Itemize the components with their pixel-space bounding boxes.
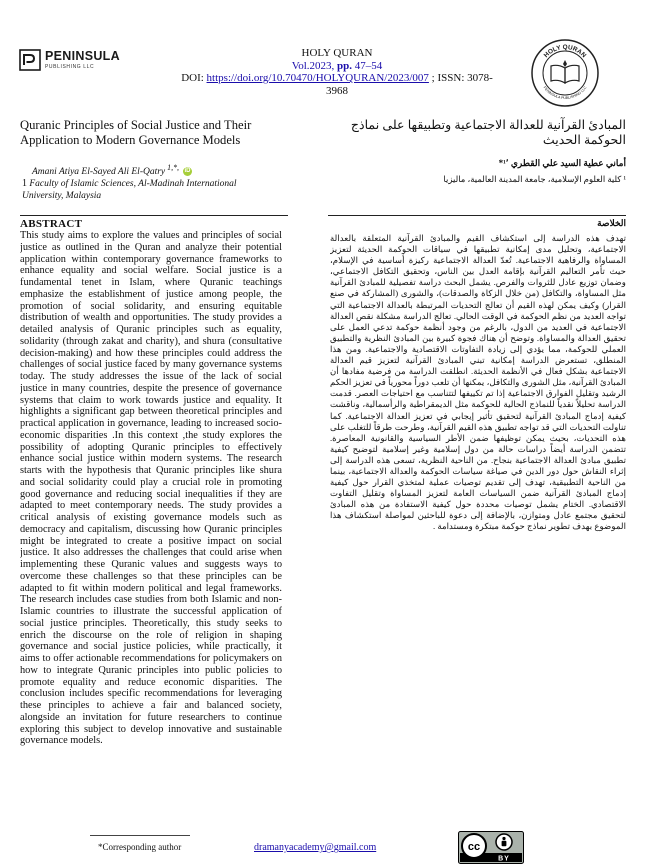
abstract-heading-ar: الخلاصة	[597, 218, 626, 228]
pages-label: pp.	[337, 59, 353, 72]
divider-left	[20, 215, 288, 216]
corresponding-email-link[interactable]: dramanyacademy@gmail.com	[254, 842, 377, 853]
journal-volume	[172, 60, 502, 73]
paper-title-ar: المبادئ القرآنية للعدالة الاجتماعية وتطبيقها على نماذج الحوكمة الحديث	[350, 118, 626, 147]
author-line-ar: أماني عطية السيد علي القطري ¹٬*	[498, 158, 626, 168]
doi-label: DOI:	[181, 72, 207, 84]
svg-text:cc: cc	[467, 841, 481, 853]
author-sup: 1,*,	[165, 163, 181, 172]
pages-range: 47–54	[352, 59, 383, 72]
footnote-rule	[90, 835, 190, 836]
seal-text-bottom: PENINSULA PUBLISHING LLC	[542, 85, 588, 101]
issn: ; ISSN: 3078-3968	[326, 72, 493, 97]
publisher-sub: PUBLISHING LLC	[45, 63, 95, 70]
abstract-heading: ABSTRACT	[20, 218, 83, 230]
svg-text:BY: BY	[498, 855, 510, 863]
author-line-en	[32, 163, 282, 177]
paper-title-en: Quranic Principles of Social Justice and Their Application to Modern Governance Models	[20, 118, 252, 147]
divider-right	[328, 215, 626, 216]
abstract-body-ar	[330, 233, 626, 603]
affiliation-ar: ¹ كلية العلوم الإسلامية، جامعة المدينة العالمية، ماليزيا	[443, 174, 626, 184]
journal-seal	[530, 38, 600, 108]
publisher-name: PENINSULA	[45, 49, 120, 64]
abstract-text-ar: تهدف هذه الدراسة إلى استكشاف القيم والمبادئ القرآنية المتعلقة بالعدالة الاجتماعية، وتحليل مدى إمكانية تطبيقها في سياقات الحوكمة الحديثة لتعزيز المساواة والرفاهية الاجتماعية. تُعدّ العدالة الاجتماعية ركيزة أساسية في الإسلام، حيث تأمر التعاليم القرآنية بإقامة العدل بين الناس، وتحقيق التكافل الاجتماعي، وضمان توزيع عادل للثروات والفرص. يشمل البحث دراسة تفصيلية للمبادئ القرآنية مثل المساواة، والتكافل (من خلال الزكاة والصدقات)، والشورى (المشاركة في صنع القرار) وكيف يمكن لهذه القيم أن تعالج التحديات المرتبطة بالعدالة الاجتماعية التي تواجه العديد من نظم الحوكمة في الوقت الحالي. تعالج الدراسة مشكلة نقص العدالة الاجتماعية في العديد من الدول، بالرغم من وجود أنظمة حوكمة تدعي العمل على تحقيق العدالة والمساواة. وتوضح أن هناك فجوة كبيرة بين المبادئ النظرية والتطبيق العملي للحوكمة، مما يؤدي إلى زيادة التفاوتات الاقتصادية والاجتماعية. ومن هذا المنطلق، تستعرض الدراسة إمكانية تبني المبادئ القرآنية لتعزيز قيم العدالة الاجتماعية بشكل فعال في الأنظمة الحديثة. انطلقت الدراسة من فرضية مفادها أن المبادئ القرآنية، مثل الشورى والتكافل، يمكنها أن تلعب دوراً محورياً في تعزيز الحكم الرشيد وتقليل الفوارق الاجتماعية إذا تم تكييفها لتتناسب مع احتياجات العصر. قدمت الدراسة تحليلاً نقدياً للنماذج الحالية للحوكمة مثل الديمقراطية والرأسمالية، وناقشت كيفية إدماج المبادئ القرآنية لتحقيق تأثير إيجابي في تعزيز العدالة الاجتماعية. كما تناولت التحديات التي قد تواجه تطبيق هذه القيم القرآنية، وطرحت طرقاً للتغلب على هذه التحديات، بحيث يمكن توظيفها ضمن الأطر السياسية والقانونية المعاصرة. تتضمن الدراسة أيضاً دراسات حالة من دول إسلامية وغير إسلامية لتوضيح كيفية تطبيق مبادئ العدالة الاجتماعية بنجاح. من الناحية النظرية، تسعى هذه الدراسة إلى إثراء النقاش حول دور الدين في صياغة سياسات الحوكمة والعدالة الاجتماعية، بينما من الناحية التطبيقية، تهدف إلى تقديم توصيات عملية لمتخذي القرار حول كيفية إدماج المبادئ القرآنية ضمن السياسات العامة لتعزيز المساواة وتقليل التفاوت الاقتصادي. الختام يشمل توصيات محددة حول كيفية الاستفادة من هذه المبادئ لتحقيق مجتمع عادل ومتوازن، بالإضافة إلى دعوة للباحثين لمواصلة استكشاف هذا الموضوع بهدف تطوير نماذج حوكمة مبتكرة ومستدامة .	[330, 233, 626, 532]
corresponding-author-label: *Corresponding author	[98, 842, 182, 852]
abstract-text-en: This study aims to explore the values and principles of social justice as outlined in the Quran and analyze their potential application within contemporary governance frameworks to enhance equality and social welfare. Social justice is a fundamental tenet in Islam, where Quranic teachings emphasize the establishment of justice among people, the promotion of social solidarity, and ensuring equitable distribution of wealth and opportunities. The study provides a detailed analysis of Quranic principles such as equality, solidarity (through zakat and charity), and shura (consultative decision-making) and how these principles could address the challenges of social justice faced by many governance systems today. The study addresses the issue of the lack of social justice in many countries, despite the presence of governance systems that claim to work towards justice and equality. It highlights a significant gap between theoretical principles and practical application in governance, leading to increased socio-economic disparities .In this context ,the study explores the possibility of adopting Quranic principles to effectively enhance social justice within modern systems. The research starts with the hypothesis that Quranic principles like shura and social solidarity could play a crucial role in promoting good governance and reducing social inequalities if they are adapted to meet contemporary needs. The study provides a critical analysis of existing governance models such as democracy and capitalism, discussing how Quranic principles might be integrated to create a positive impact on social justice. It also addresses the challenges that could arise when implementing these Quranic values and suggests ways to overcome these challenges so that these principles can be adapted to fit within modern political and legal frameworks. The research includes case studies from both Islamic and non-Islamic countries to illustrate the successful application of social justice principles. Theoretically, this study seeks to enrich the discourse on the role of religion in shaping governance and social justice policies, while practically, it aims to offer actionable recommendations for policymakers on how to integrate Quranic principles into public policies to promote equality and reduce economic disparities. The conclusion includes specific recommendations for leveraging these principles to achieve a fair and balanced society, alongside an invitation for future researchers to continue exploring this subject to develop innovative and sustainable governance models.	[20, 230, 282, 747]
peninsula-logo-icon	[19, 49, 41, 71]
doi-link[interactable]: https://doi.org/10.70470/HOLYQURAN/2023/007	[206, 72, 429, 84]
doi-line	[172, 72, 502, 97]
affiliation-en	[22, 178, 272, 202]
cc-by-license-icon[interactable]	[458, 831, 524, 864]
author-name-en: Amani Atiya El-Sayed Ali El-Qatry	[32, 167, 166, 178]
journal-info	[172, 47, 502, 97]
affiliation-text-en: Faculty of Islamic Sciences, Al-Madinah International University, Malaysia	[22, 179, 237, 201]
volume-prefix: Vol.2023,	[291, 59, 338, 72]
orcid-icon[interactable]: iD	[184, 168, 191, 175]
affiliation-sup: 1	[22, 178, 27, 189]
seal-text-top: HOLY QURAN	[542, 43, 588, 60]
publisher-logo	[19, 48, 157, 72]
journal-name: HOLY QURAN	[301, 47, 373, 59]
abstract-body-en	[20, 230, 282, 802]
